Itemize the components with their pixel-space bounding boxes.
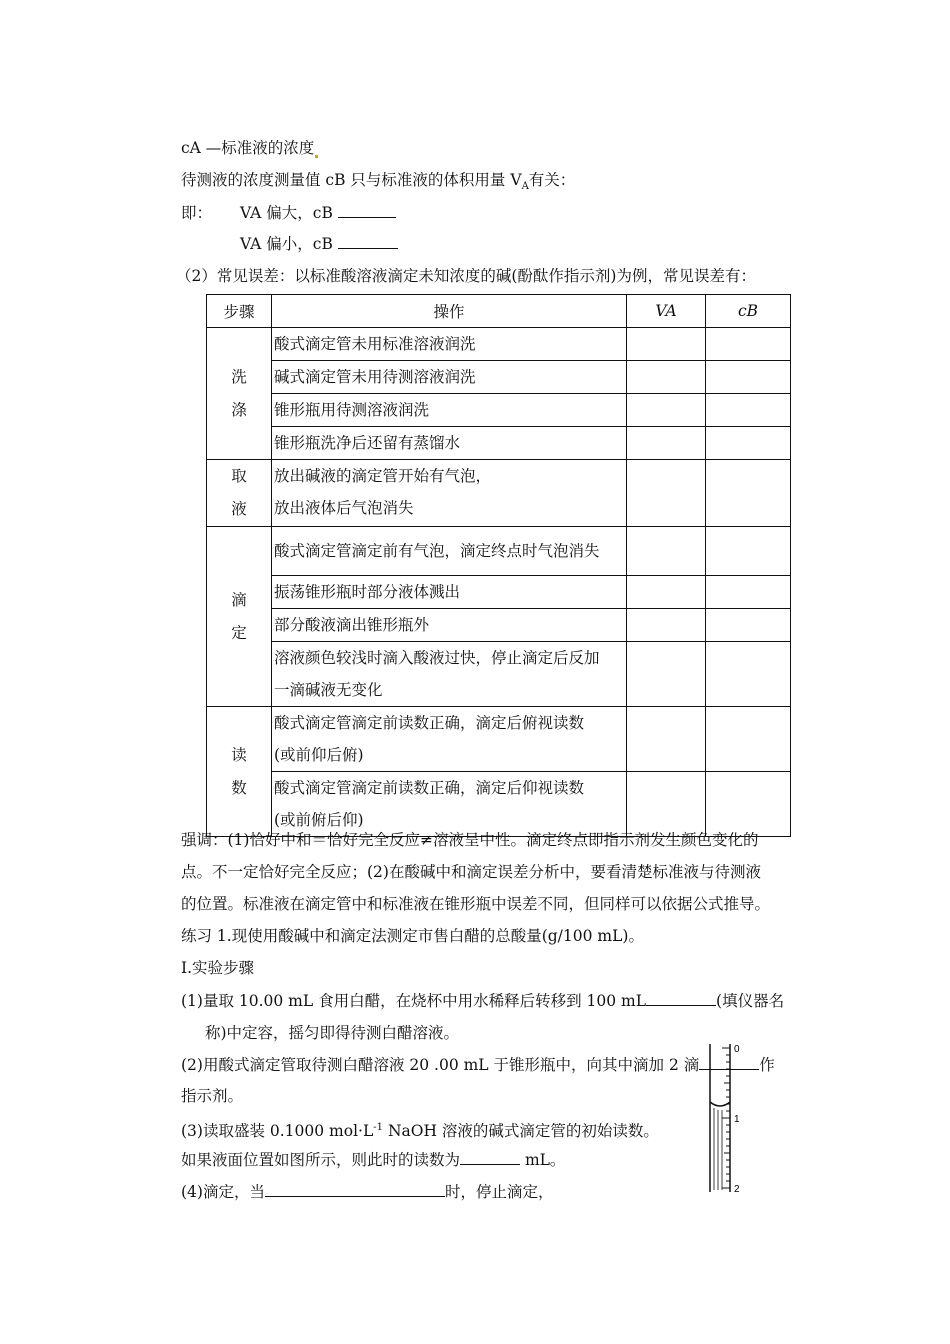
step3-line-b: 如果液面位置如图所示，则此时的读数为 mL。	[181, 1151, 566, 1169]
step1-line-b: 称)中定容，摇匀即得待测白醋溶液。	[205, 1024, 460, 1042]
operation-cell: 酸式滴定管滴定前读数正确，滴定后仰视读数 (或前俯后仰)	[272, 772, 627, 837]
answer-blank[interactable]	[338, 234, 398, 249]
step-cell: 滴 定	[207, 527, 272, 707]
answer-blank[interactable]	[338, 203, 396, 218]
operation-cell: 锥形瓶用待测溶液润洗	[272, 394, 627, 427]
va-cell[interactable]	[627, 527, 706, 576]
emphasis-line-3: 的位置。标准液在滴定管中和标准液在锥形瓶中误差不同，但同样可以依据公式推导。	[181, 895, 771, 913]
header-step: 步骤	[207, 295, 272, 328]
table-row	[207, 394, 791, 427]
liquid-meniscus	[710, 1102, 730, 1106]
operation-cell: 放出碱液的滴定管开始有气泡， 放出液体后气泡消失	[272, 460, 627, 527]
liquid-fill	[714, 1108, 722, 1190]
intro-line-4: VA 偏小，cB	[240, 234, 398, 254]
va-cell[interactable]	[627, 772, 706, 837]
header-cb: cB	[706, 295, 791, 328]
error-table	[206, 294, 791, 837]
cb-cell[interactable]	[706, 527, 791, 576]
step-cell: 取 液	[207, 460, 272, 527]
answer-blank[interactable]	[646, 991, 716, 1006]
operation-cell: 酸式滴定管滴定前有气泡，滴定终点时气泡消失	[272, 527, 627, 576]
intro-line-1: cA —标准液的浓度	[181, 138, 319, 158]
table-row	[207, 642, 791, 707]
header-va: VA	[627, 295, 706, 328]
cb-cell[interactable]	[706, 361, 791, 394]
header-operation: 操作	[272, 295, 627, 328]
va-cell[interactable]	[627, 707, 706, 772]
table-header-row	[207, 295, 791, 328]
step4-line: (4)滴定，当 时，停止滴定，	[181, 1183, 554, 1201]
burette-scale	[722, 1048, 730, 1188]
operation-cell: 部分酸液滴出锥形瓶外	[272, 609, 627, 642]
intro-line-3: 即： VA 偏大，cB	[181, 203, 212, 223]
cb-cell[interactable]	[706, 642, 791, 707]
va-cell[interactable]	[627, 576, 706, 609]
part1-heading: Ⅰ.实验步骤	[181, 959, 255, 977]
table-row	[207, 460, 791, 527]
va-cell[interactable]	[627, 361, 706, 394]
operation-cell: 溶液颜色较浅时滴入酸液过快，停止滴定后反加 一滴碱液无变化	[272, 642, 627, 707]
operation-cell: 碱式滴定管未用待测溶液润洗	[272, 361, 627, 394]
cb-cell[interactable]	[706, 460, 791, 527]
va-cell[interactable]	[627, 460, 706, 527]
operation-cell: 锥形瓶洗净后还留有蒸馏水	[272, 427, 627, 460]
step-cell: 洗 涤	[207, 328, 272, 460]
table-row	[207, 576, 791, 609]
exercise-title: 练习 1.现使用酸碱中和滴定法测定市售白醋的总酸量(g/100 mL)。	[181, 927, 644, 945]
emphasis-line-2: 点。不一定恰好完全反应；(2)在酸碱中和滴定误差分析中，要看清楚标准液与待测液	[181, 863, 761, 881]
cb-cell[interactable]	[706, 427, 791, 460]
operation-cell: 酸式滴定管未用标准溶液润洗	[272, 328, 627, 361]
scale-label-1: 1	[734, 1114, 740, 1125]
step3-line-a: (3)读取盛装 0.1000 $mol\cdot L^{-1}$ NaOH 溶液的碱式滴定管的初始读数。	[181, 1122, 659, 1141]
answer-blank[interactable]	[460, 1150, 520, 1165]
va-cell[interactable]	[627, 328, 706, 361]
operation-cell: 振荡锥形瓶时部分液体溅出	[272, 576, 627, 609]
table-row	[207, 328, 791, 361]
emphasis-line-1: 强调：(1)恰好中和＝恰好完全反应≠溶液呈中性。滴定终点即指示剂发生颜色变化的	[181, 831, 759, 849]
scale-label-2: 2	[734, 1184, 740, 1195]
table-row	[207, 772, 791, 837]
va-cell[interactable]	[627, 609, 706, 642]
va-cell[interactable]	[627, 642, 706, 707]
operation-cell: 酸式滴定管滴定前读数正确，滴定后俯视读数 (或前仰后俯)	[272, 707, 627, 772]
cb-cell[interactable]	[706, 394, 791, 427]
va-cell[interactable]	[627, 427, 706, 460]
step2-line-b: 指示剂。	[181, 1087, 244, 1105]
table-row	[207, 707, 791, 772]
step-cell: 读 数	[207, 707, 272, 837]
answer-blank[interactable]	[265, 1182, 445, 1197]
section2-heading: （2）常见误差：以标准酸溶液滴定未知浓度的碱(酚酞作指示剂)为例，常见误差有：	[176, 267, 756, 285]
cb-cell[interactable]	[706, 609, 791, 642]
step1-line-a: (1)量取 10.00 mL 食用白醋，在烧杯中用水稀释后转移到 100 mL (填仪器名	[181, 992, 785, 1010]
table-row	[207, 361, 791, 394]
va-cell[interactable]	[627, 394, 706, 427]
table-row	[207, 527, 791, 576]
intro-line-2: 待测液的浓度测量值 cB 只与标准液的体积用量 $V_A$有关：	[181, 171, 576, 193]
cb-cell[interactable]	[706, 576, 791, 609]
table-row	[207, 609, 791, 642]
scale-label-0: 0	[734, 1044, 740, 1055]
cb-cell[interactable]	[706, 328, 791, 361]
table-row	[207, 427, 791, 460]
cb-cell[interactable]	[706, 772, 791, 837]
burette-figure	[700, 1040, 750, 1200]
cb-cell[interactable]	[706, 707, 791, 772]
step2-line-a: (2)用酸式滴定管取待测白醋溶液 20 .00 mL 于锥形瓶中，向其中滴加 2 滴 作	[181, 1056, 775, 1074]
